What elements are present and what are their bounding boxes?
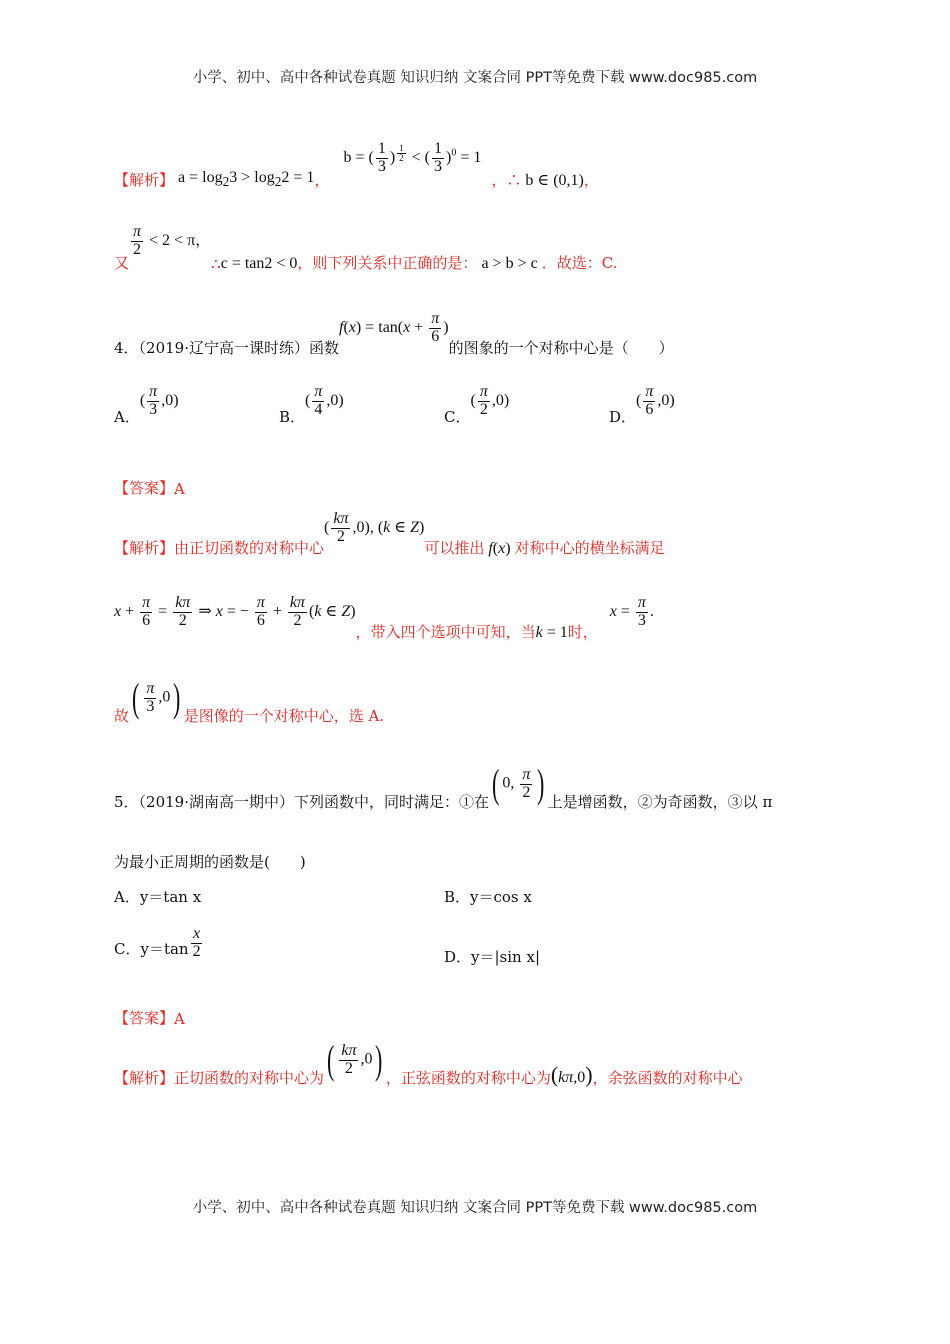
q5-option-c: C．y＝tan $\frac{x}{2}$ bbox=[114, 925, 201, 960]
page-header: 小学、初中、高中各种试卷真题 知识归纳 文案合同 PPT等免费下载 www.doc985.com bbox=[192, 70, 758, 86]
question-5-stem: 5．（2019·湖南高一期中）下列函数中，同时满足：①在 ( 0, $\frac{\pi}{2}$ ) 上是增函数，②为奇函数，③以 π bbox=[114, 761, 773, 811]
q4-option-c: C． ( $\frac{\pi}{2}$ ,0) bbox=[444, 383, 510, 426]
q4-option-b: B． ( $\frac{\pi}{4}$ ,0) bbox=[279, 383, 344, 426]
explanation-line-2: 又 $\frac{\pi}{2}$ < 2 < π， ∴ c = tan2 < 0 ，则下列关系中正确的是： a > b > c ．故选：C. bbox=[114, 223, 618, 273]
jiexi-label: 【解析】 bbox=[114, 171, 175, 189]
explanation-line-1: 【解析】 $a = \log_23 > \log_22 = 1$ ， b = ( $\frac{1}{3}$ ) $^{\frac{1}{2}}$ < ( $\frac{1}{3}$ )$^0$ = 1 ，∴ b ∈ (0,1) ， bbox=[114, 140, 599, 189]
formula-sin-sym: (kπ,0) bbox=[550, 1062, 593, 1087]
page-footer: 小学、初中、高中各种试卷真题 知识归纳 文案合同 PPT等免费下载 www.doc985.com bbox=[192, 1200, 758, 1216]
formula-pi-bound: $\frac{\pi}{2}$ < 2 < π， bbox=[133, 223, 212, 259]
formula-a: $a = \log_23 > \log_22 = 1$ bbox=[174, 168, 315, 189]
q4-explanation-3: 故 ( $\frac{\pi}{3}$ ,0) 是图像的一个对称中心，选 A. bbox=[114, 675, 385, 725]
formula-derivation: x + $\frac{\pi}{6}$ = $\frac{k\pi}{2}$ ⇒ x = − $\frac{\pi}{6}$ + $\frac{k\pi}{2}$ (k ∈ Z) bbox=[114, 594, 356, 630]
question-4-stem: 4．（2019·辽宁高一课时练）函数 f(x) = tan(x + $\frac{\pi}{6}$ ) 的图象的一个对称中心是（ ） bbox=[114, 310, 674, 357]
question-5-stem-2: 为最小正周期的函数是( ) bbox=[114, 853, 306, 871]
formula-tan-sym: ( $\frac{k\pi}{2}$ ,0) bbox=[327, 1037, 383, 1082]
formula-q4-function: f(x) = tan(x + $\frac{\pi}{6}$ ) bbox=[339, 310, 449, 346]
q4-option-a: A． ( $\frac{\pi}{3}$ ,0) bbox=[114, 383, 179, 426]
formula-order: a > b > c bbox=[477, 255, 542, 272]
formula-c: c = tan2 < 0 bbox=[220, 255, 298, 272]
q4-explanation-1: 【解析】 由正切函数的对称中心 ( $\frac{k\pi}{2}$ ,0), (k ∈ Z) 可以推出 f(x) 对称中心的横坐标满足 bbox=[114, 510, 665, 557]
q4-explanation-2: x + $\frac{\pi}{6}$ = $\frac{k\pi}{2}$ ⇒ x = − $\frac{\pi}{6}$ + $\frac{k\pi}{2}$ (k ∈ Z) ，带入四个选项中可知，当 k = 1 时， x = $\frac{\pi}{3}$ . bbox=[114, 594, 654, 641]
formula-b: b = ( $\frac{1}{3}$ ) $^{\frac{1}{2}}$ < ( $\frac{1}{3}$ )$^0$ = 1 bbox=[343, 140, 482, 176]
q4-answer: 【答案】 A bbox=[114, 479, 185, 498]
q5-option-b: B．y＝cos x bbox=[444, 888, 532, 906]
q5-explanation: 【解析】 正切函数的对称中心为 ( $\frac{k\pi}{2}$ ,0) ，正弦函数的对称中心为 (kπ,0) ，余弦函数的对称中心 bbox=[114, 1037, 743, 1087]
formula-interval: ( 0, $\frac{\pi}{2}$ ) bbox=[491, 761, 545, 806]
q5-answer: 【答案】 A bbox=[114, 1009, 185, 1028]
q5-option-d: D．y＝|sin x| bbox=[444, 948, 540, 966]
formula-center-pi3: ( $\frac{\pi}{3}$ ,0) bbox=[132, 675, 181, 720]
q5-option-a: A．y＝tan x bbox=[114, 888, 202, 906]
q4-option-d: D． ( $\frac{\pi}{6}$ ,0) bbox=[609, 383, 675, 426]
formula-tan-center: ( $\frac{k\pi}{2}$ ,0), (k ∈ Z) bbox=[324, 510, 425, 546]
formula-b-range: b ∈ (0,1) bbox=[521, 172, 584, 189]
